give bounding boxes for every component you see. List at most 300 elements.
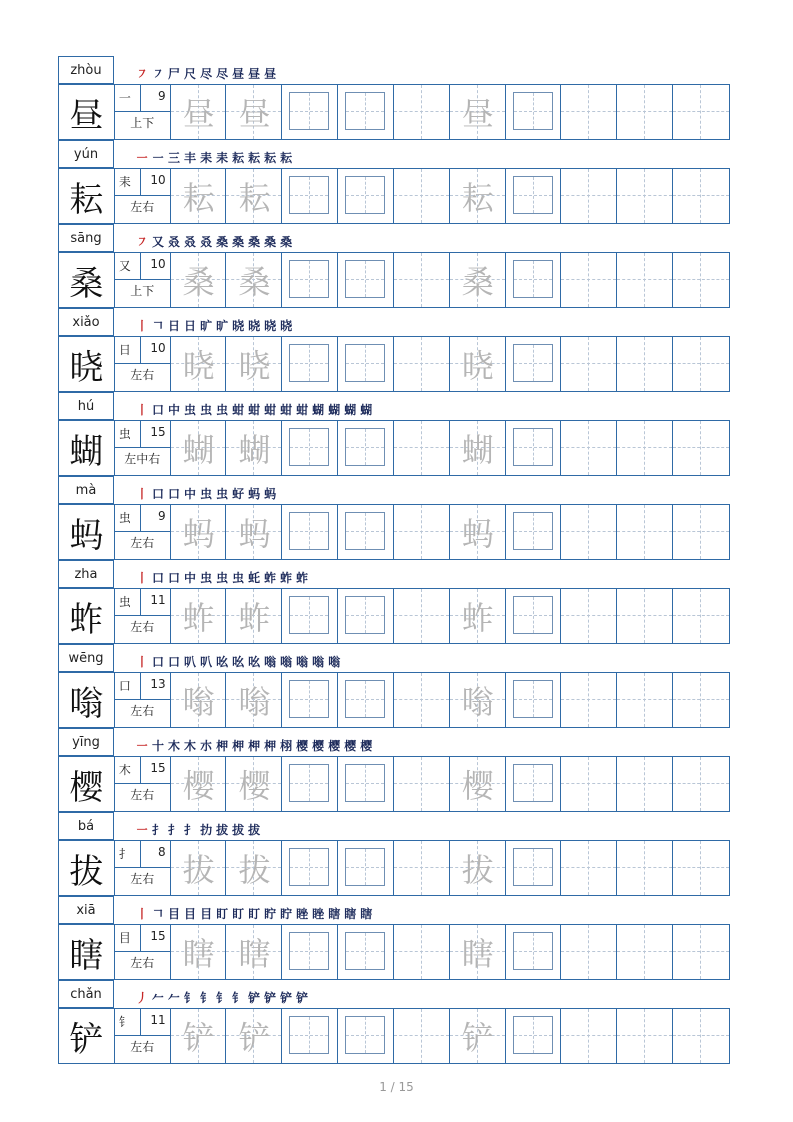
stroke-step: 虫 xyxy=(200,571,214,585)
radical-label: 钅 xyxy=(118,1015,131,1029)
writing-box xyxy=(345,680,385,718)
practice-cell[interactable] xyxy=(673,421,729,475)
practice-box-cell[interactable] xyxy=(338,1009,394,1063)
stroke-step: 虸 xyxy=(232,487,246,501)
stroke-count: 15 xyxy=(150,425,166,439)
practice-box-cell[interactable] xyxy=(338,841,394,895)
practice-cell[interactable] xyxy=(394,757,450,811)
trace-character: 耘 xyxy=(238,179,271,217)
practice-cell[interactable] xyxy=(617,169,673,223)
stroke-step: 樱 xyxy=(296,739,310,753)
practice-cell[interactable] xyxy=(617,421,673,475)
stroke-step: 耘 xyxy=(264,151,278,165)
guide-line xyxy=(421,505,422,559)
practice-cell[interactable] xyxy=(226,421,282,475)
practice-cell[interactable] xyxy=(226,253,282,307)
trace-character: 铲 xyxy=(182,1019,215,1057)
guide-line xyxy=(673,531,729,532)
writing-box xyxy=(289,680,329,718)
practice-cell[interactable] xyxy=(394,673,450,727)
guide-line xyxy=(394,699,449,700)
pinyin-label: wēng xyxy=(58,644,114,672)
practice-cell[interactable] xyxy=(226,841,282,895)
stroke-step: ㇇ xyxy=(136,67,150,81)
writing-box xyxy=(289,596,329,634)
guide-line xyxy=(514,615,552,616)
info-divider xyxy=(140,841,141,867)
info-divider xyxy=(140,673,141,699)
practice-box-cell[interactable] xyxy=(338,925,394,979)
character-info xyxy=(115,925,171,979)
practice-cell[interactable] xyxy=(673,85,729,139)
trace-character: 蝴 xyxy=(182,431,215,469)
stroke-step: 丿 xyxy=(136,991,150,1005)
stroke-step: 瞎 xyxy=(328,907,342,921)
practice-box-cell[interactable] xyxy=(338,85,394,139)
practice-box-cell[interactable] xyxy=(506,925,562,979)
character-info xyxy=(115,673,171,727)
practice-box-cell[interactable] xyxy=(338,589,394,643)
guide-line xyxy=(421,169,422,223)
practice-box-cell[interactable] xyxy=(506,841,562,895)
practice-cell[interactable] xyxy=(450,337,506,391)
trace-character: 昼 xyxy=(238,95,271,133)
stroke-count: 15 xyxy=(150,929,166,943)
practice-box-cell[interactable] xyxy=(506,1009,562,1063)
practice-cell[interactable] xyxy=(171,1009,227,1063)
practice-cell[interactable] xyxy=(171,757,227,811)
stroke-step: 嗡 xyxy=(296,655,310,669)
stroke-step: 樱 xyxy=(312,739,326,753)
writing-box xyxy=(289,512,329,550)
practice-box-cell[interactable] xyxy=(282,421,338,475)
info-divider xyxy=(140,505,141,531)
practice-cell[interactable] xyxy=(673,337,729,391)
practice-cell[interactable] xyxy=(171,337,227,391)
structure-label: 左右 xyxy=(130,872,155,886)
character-block xyxy=(58,644,730,728)
trace-character: 晓 xyxy=(238,347,271,385)
practice-cell[interactable] xyxy=(171,925,227,979)
practice-cell[interactable] xyxy=(450,925,506,979)
practice-box-cell[interactable] xyxy=(506,505,562,559)
practice-cell[interactable] xyxy=(561,589,617,643)
practice-box-cell[interactable] xyxy=(282,505,338,559)
info-divider xyxy=(140,757,141,783)
stroke-step: 口 xyxy=(168,655,182,669)
stroke-step: 尸 xyxy=(168,67,182,81)
practice-cell[interactable] xyxy=(561,169,617,223)
stroke-step: 耘 xyxy=(248,151,262,165)
writing-box xyxy=(289,260,329,298)
practice-cell[interactable] xyxy=(561,421,617,475)
stroke-step: 叒 xyxy=(200,235,214,249)
guide-line xyxy=(561,195,616,196)
guide-line xyxy=(394,867,449,868)
character-info xyxy=(115,757,171,811)
pinyin-label: zha xyxy=(58,560,114,588)
trace-character: 铲 xyxy=(238,1019,271,1057)
info-divider xyxy=(115,447,170,448)
stroke-step: 目 xyxy=(184,907,198,921)
practice-cell[interactable] xyxy=(561,925,617,979)
practice-box-cell[interactable] xyxy=(282,589,338,643)
stroke-step: 嗡 xyxy=(264,655,278,669)
stroke-step: 钅 xyxy=(184,991,198,1005)
writing-box xyxy=(513,176,553,214)
practice-cell[interactable] xyxy=(673,1009,729,1063)
practice-cell[interactable] xyxy=(561,1009,617,1063)
practice-box-cell[interactable] xyxy=(282,925,338,979)
structure-label: 左右 xyxy=(130,956,155,970)
practice-cell[interactable] xyxy=(171,589,227,643)
guide-line xyxy=(394,363,449,364)
stroke-step: 嗡 xyxy=(312,655,326,669)
practice-cell[interactable] xyxy=(673,505,729,559)
practice-box-cell[interactable] xyxy=(338,505,394,559)
guide-line xyxy=(561,615,616,616)
info-divider xyxy=(140,85,141,111)
practice-cell[interactable] xyxy=(673,925,729,979)
practice-cell[interactable] xyxy=(171,421,227,475)
practice-cell[interactable] xyxy=(226,505,282,559)
stroke-step: 拔 xyxy=(216,823,230,837)
guide-line xyxy=(700,337,701,391)
stroke-order xyxy=(136,480,280,502)
practice-cell[interactable] xyxy=(226,337,282,391)
main-character: 昼 xyxy=(59,85,115,139)
trace-character: 桑 xyxy=(182,263,215,301)
stroke-count: 11 xyxy=(150,593,166,607)
writing-box xyxy=(289,764,329,802)
guide-line xyxy=(394,279,449,280)
practice-cell[interactable] xyxy=(450,841,506,895)
trace-character: 蚱 xyxy=(238,599,271,637)
radical-label: 扌 xyxy=(118,847,131,861)
writing-box xyxy=(289,176,329,214)
pinyin-row xyxy=(58,224,730,252)
guide-line xyxy=(617,111,672,112)
stroke-step: 眝 xyxy=(280,907,294,921)
practice-cell[interactable] xyxy=(673,757,729,811)
pinyin-label: bá xyxy=(58,812,114,840)
practice-cell[interactable] xyxy=(617,589,673,643)
stroke-step: 盯 xyxy=(216,907,230,921)
practice-cell[interactable] xyxy=(450,505,506,559)
practice-cell[interactable] xyxy=(561,85,617,139)
stroke-step: 口 xyxy=(152,403,166,417)
character-block xyxy=(58,308,730,392)
practice-cell[interactable] xyxy=(617,925,673,979)
stroke-step: 桑 xyxy=(248,235,262,249)
writing-row xyxy=(58,924,730,980)
trace-character: 桑 xyxy=(461,263,494,301)
stroke-step: 樱 xyxy=(344,739,358,753)
stroke-step: 朩 xyxy=(200,739,214,753)
practice-cell[interactable] xyxy=(226,169,282,223)
stroke-step: 口 xyxy=(168,571,182,585)
info-divider xyxy=(115,1035,170,1036)
guide-line xyxy=(617,867,672,868)
practice-box-cell[interactable] xyxy=(282,757,338,811)
practice-cell[interactable] xyxy=(226,925,282,979)
guide-line xyxy=(394,615,449,616)
practice-box-cell[interactable] xyxy=(282,841,338,895)
practice-cell[interactable] xyxy=(394,169,450,223)
info-divider xyxy=(115,195,170,196)
guide-line xyxy=(588,1009,589,1063)
stroke-step: 目 xyxy=(168,907,182,921)
stroke-step: 𠂉 xyxy=(168,991,182,1005)
practice-cell[interactable] xyxy=(394,85,450,139)
practice-cell[interactable] xyxy=(673,673,729,727)
stroke-step: 旷 xyxy=(200,319,214,333)
practice-cell[interactable] xyxy=(171,673,227,727)
guide-line xyxy=(644,841,645,895)
stroke-step: 蚱 xyxy=(280,571,294,585)
practice-cell[interactable] xyxy=(226,589,282,643)
guide-line xyxy=(561,783,616,784)
stroke-step: 桑 xyxy=(216,235,230,249)
trace-character: 蚂 xyxy=(461,515,494,553)
guide-line xyxy=(394,531,449,532)
trace-character: 蚂 xyxy=(238,515,271,553)
writing-box xyxy=(289,344,329,382)
stroke-step: 柙 xyxy=(216,739,230,753)
stroke-step: ㇐ xyxy=(136,739,150,753)
guide-line xyxy=(617,951,672,952)
practice-box-cell[interactable] xyxy=(506,421,562,475)
stroke-step: 柙 xyxy=(248,739,262,753)
practice-box-cell[interactable] xyxy=(282,169,338,223)
guide-line xyxy=(588,673,589,727)
practice-cell[interactable] xyxy=(673,841,729,895)
practice-box-cell[interactable] xyxy=(282,1009,338,1063)
stroke-step: 叭 xyxy=(200,655,214,669)
practice-cell[interactable] xyxy=(617,253,673,307)
practice-box-cell[interactable] xyxy=(506,673,562,727)
stroke-step: 樱 xyxy=(328,739,342,753)
practice-cell[interactable] xyxy=(394,1009,450,1063)
stroke-step: 丨 xyxy=(136,403,150,417)
writing-row xyxy=(58,840,730,896)
practice-cell[interactable] xyxy=(171,505,227,559)
guide-line xyxy=(588,421,589,475)
practice-box-cell[interactable] xyxy=(506,337,562,391)
practice-cell[interactable] xyxy=(617,673,673,727)
practice-cell[interactable] xyxy=(226,85,282,139)
trace-character: 拔 xyxy=(182,851,215,889)
guide-line xyxy=(421,841,422,895)
guide-line xyxy=(617,783,672,784)
practice-cell[interactable] xyxy=(673,253,729,307)
writing-row xyxy=(58,336,730,392)
practice-cell[interactable] xyxy=(171,253,227,307)
stroke-step: 柙 xyxy=(232,739,246,753)
practice-cell[interactable] xyxy=(673,169,729,223)
writing-box xyxy=(513,512,553,550)
character-info xyxy=(115,337,171,391)
practice-cell[interactable] xyxy=(561,673,617,727)
practice-cell[interactable] xyxy=(561,337,617,391)
practice-box-cell[interactable] xyxy=(338,421,394,475)
practice-cell[interactable] xyxy=(617,505,673,559)
guide-line xyxy=(421,337,422,391)
practice-box-cell[interactable] xyxy=(506,589,562,643)
practice-box-cell[interactable] xyxy=(282,85,338,139)
practice-cell[interactable] xyxy=(450,589,506,643)
stroke-count: 15 xyxy=(150,761,166,775)
practice-box-cell[interactable] xyxy=(506,85,562,139)
info-divider xyxy=(115,363,170,364)
stroke-step: 虫 xyxy=(200,403,214,417)
stroke-step: 丨 xyxy=(136,655,150,669)
stroke-step: 蚂 xyxy=(264,487,278,501)
stroke-step: 蚶 xyxy=(264,403,278,417)
guide-line xyxy=(514,279,552,280)
stroke-step: 钅 xyxy=(232,991,246,1005)
character-info xyxy=(115,169,171,223)
pinyin-row xyxy=(58,980,730,1008)
trace-character: 晓 xyxy=(182,347,215,385)
practice-cell[interactable] xyxy=(171,169,227,223)
practice-cell[interactable] xyxy=(450,169,506,223)
guide-line xyxy=(700,421,701,475)
guide-line xyxy=(700,589,701,643)
practice-box-cell[interactable] xyxy=(338,337,394,391)
trace-character: 桑 xyxy=(238,263,271,301)
practice-cell[interactable] xyxy=(226,673,282,727)
guide-line xyxy=(588,841,589,895)
practice-cell[interactable] xyxy=(171,841,227,895)
pinyin-row xyxy=(58,56,730,84)
stroke-step: 耒 xyxy=(200,151,214,165)
practice-cell[interactable] xyxy=(450,421,506,475)
trace-character: 蝴 xyxy=(461,431,494,469)
writing-row xyxy=(58,588,730,644)
character-info xyxy=(115,421,171,475)
practice-cell[interactable] xyxy=(226,1009,282,1063)
practice-cell[interactable] xyxy=(617,85,673,139)
practice-box-cell[interactable] xyxy=(338,757,394,811)
guide-line xyxy=(346,111,384,112)
guide-line xyxy=(617,279,672,280)
trace-character: 拔 xyxy=(238,851,271,889)
stroke-step: 口 xyxy=(168,487,182,501)
main-character: 拔 xyxy=(59,841,115,895)
writing-box xyxy=(345,512,385,550)
guide-line xyxy=(617,447,672,448)
practice-cell[interactable] xyxy=(561,505,617,559)
guide-line xyxy=(644,169,645,223)
practice-cell[interactable] xyxy=(673,589,729,643)
practice-cell[interactable] xyxy=(561,841,617,895)
writing-box xyxy=(345,932,385,970)
writing-box xyxy=(289,92,329,130)
practice-cell[interactable] xyxy=(171,85,227,139)
practice-box-cell[interactable] xyxy=(338,253,394,307)
guide-line xyxy=(290,111,328,112)
writing-box xyxy=(513,932,553,970)
info-divider xyxy=(115,867,170,868)
stroke-step: 丨 xyxy=(136,571,150,585)
trace-character: 耘 xyxy=(461,179,494,217)
practice-cell[interactable] xyxy=(617,841,673,895)
practice-cell[interactable] xyxy=(394,253,450,307)
stroke-step: 拔 xyxy=(232,823,246,837)
stroke-step: 𠃍 xyxy=(152,907,166,921)
practice-cell[interactable] xyxy=(450,253,506,307)
practice-cell[interactable] xyxy=(394,337,450,391)
guide-line xyxy=(514,531,552,532)
practice-box-cell[interactable] xyxy=(506,169,562,223)
radical-label: 木 xyxy=(118,763,131,777)
stroke-step: 蝴 xyxy=(360,403,374,417)
practice-cell[interactable] xyxy=(561,757,617,811)
guide-line xyxy=(290,699,328,700)
stroke-step: 木 xyxy=(184,739,198,753)
practice-cell[interactable] xyxy=(617,757,673,811)
practice-cell[interactable] xyxy=(561,253,617,307)
guide-line xyxy=(290,615,328,616)
stroke-step: 晓 xyxy=(232,319,246,333)
practice-cell[interactable] xyxy=(394,505,450,559)
main-character: 蚱 xyxy=(59,589,115,643)
practice-cell[interactable] xyxy=(394,421,450,475)
guide-line xyxy=(290,531,328,532)
practice-cell[interactable] xyxy=(226,757,282,811)
practice-cell[interactable] xyxy=(617,337,673,391)
pinyin-row xyxy=(58,476,730,504)
practice-box-cell[interactable] xyxy=(338,169,394,223)
guide-line xyxy=(644,421,645,475)
practice-cell[interactable] xyxy=(617,1009,673,1063)
stroke-step: 睉 xyxy=(312,907,326,921)
guide-line xyxy=(588,757,589,811)
practice-box-cell[interactable] xyxy=(506,253,562,307)
stroke-step: 眝 xyxy=(264,907,278,921)
stroke-step: 蚶 xyxy=(280,403,294,417)
practice-cell[interactable] xyxy=(450,757,506,811)
practice-cell[interactable] xyxy=(394,925,450,979)
stroke-step: 晓 xyxy=(280,319,294,333)
practice-cell[interactable] xyxy=(450,1009,506,1063)
practice-box-cell[interactable] xyxy=(338,673,394,727)
stroke-step: 扌 xyxy=(152,823,166,837)
practice-box-cell[interactable] xyxy=(282,673,338,727)
guide-line xyxy=(561,531,616,532)
writing-box xyxy=(289,1016,329,1054)
guide-line xyxy=(394,951,449,952)
guide-line xyxy=(346,615,384,616)
practice-cell[interactable] xyxy=(394,841,450,895)
practice-box-cell[interactable] xyxy=(506,757,562,811)
trace-character: 瞎 xyxy=(182,935,215,973)
stroke-count: 13 xyxy=(150,677,166,691)
guide-line xyxy=(394,111,449,112)
guide-line xyxy=(561,951,616,952)
practice-cell[interactable] xyxy=(450,673,506,727)
pinyin-row xyxy=(58,308,730,336)
practice-cell[interactable] xyxy=(450,85,506,139)
practice-box-cell[interactable] xyxy=(282,253,338,307)
stroke-step: 嗡 xyxy=(328,655,342,669)
practice-cell[interactable] xyxy=(394,589,450,643)
stroke-step: 吆 xyxy=(232,655,246,669)
stroke-step: 丨 xyxy=(136,487,150,501)
stroke-step: ㇐ xyxy=(152,151,166,165)
practice-box-cell[interactable] xyxy=(282,337,338,391)
